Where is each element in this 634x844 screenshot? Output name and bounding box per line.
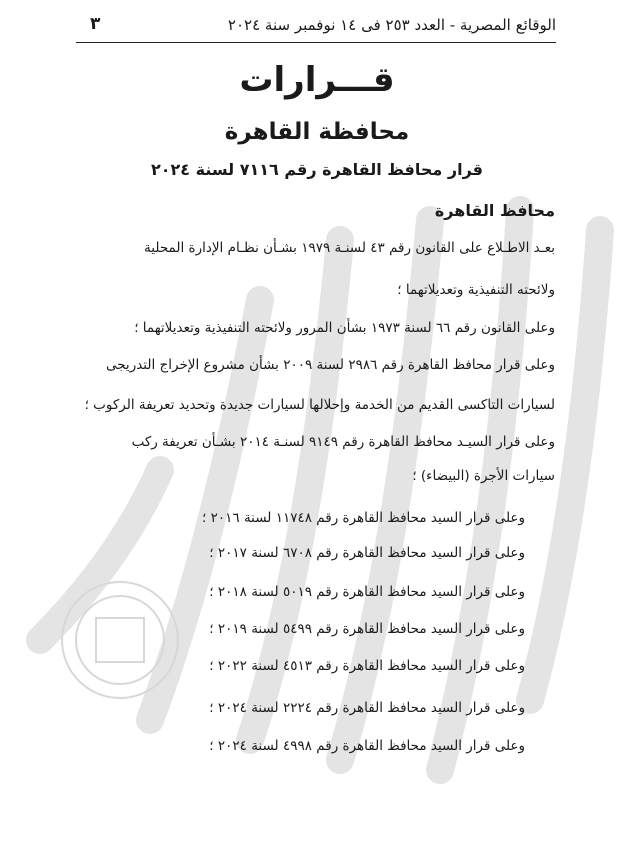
paragraph-line: وعلى قرار محافظ القاهرة رقم ٢٩٨٦ لسنة ٢٠٠٩ بشأن مشروع الإخراج التدريجى bbox=[105, 357, 555, 373]
paragraph-line: وعلى القانون رقم ٦٦ لسنة ١٩٧٣ بشأن المرور ولائحته التنفيذية وتعديلاتهما ؛ bbox=[134, 320, 555, 336]
header-title: الوقائع المصرية - العدد ٢٥٣ فى ١٤ نوفمبر سنة ٢٠٢٤ bbox=[227, 16, 556, 34]
paragraph-line: وعلى قرار السيـد محافظ القاهرة رقم ٩١٤٩ لسنـة ٢٠١٤ بشـأن تعريفة ركب bbox=[131, 434, 555, 450]
page-header bbox=[76, 14, 556, 43]
paragraph-line: بعـد الاطـلاع على القانون رقم ٤٣ لسنـة ١٩٧٩ بشـأن نظـام الإدارة المحلية bbox=[144, 240, 555, 256]
paragraph-line: وعلى قرار السيد محافظ القاهرة رقم ٢٢٢٤ لسنة ٢٠٢٤ ؛ bbox=[209, 700, 525, 716]
paragraph-line: وعلى قرار السيد محافظ القاهرة رقم ٥٠١٩ لسنة ٢٠١٨ ؛ bbox=[209, 584, 525, 600]
decision-title: قرار محافظ القاهرة رقم ٧١١٦ لسنة ٢٠٢٤ bbox=[151, 160, 483, 179]
paragraph-line: وعلى قرار السيد محافظ القاهرة رقم ٥٤٩٩ لسنة ٢٠١٩ ؛ bbox=[209, 621, 525, 637]
paragraph-line: وعلى قرار السيد محافظ القاهرة رقم ١١٧٤٨ لسنة ٢٠١٦ ؛ bbox=[202, 510, 525, 526]
paragraph-line: لسيارات التاكسى القديم من الخدمة وإحلالها لسيارات جديدة وتحديد تعريفة الركوب ؛ bbox=[84, 397, 555, 413]
issuer-heading: محافظ القاهرة bbox=[434, 201, 555, 220]
section-title: قـــرارات bbox=[239, 60, 395, 100]
page-number: ٣ bbox=[90, 14, 101, 34]
governorate-title: محافظة القاهرة bbox=[224, 119, 410, 145]
paragraph-line: سيارات الأجرة (البيضاء) ؛ bbox=[412, 468, 555, 484]
paragraph-line: وعلى قرار السيد محافظ القاهرة رقم ٦٧٠٨ لسنة ٢٠١٧ ؛ bbox=[209, 545, 525, 561]
paragraph-line: وعلى قرار السيد محافظ القاهرة رقم ٤٩٩٨ لسنة ٢٠٢٤ ؛ bbox=[209, 738, 525, 754]
paragraph-line: وعلى قرار السيد محافظ القاهرة رقم ٤٥١٣ لسنة ٢٠٢٢ ؛ bbox=[209, 658, 525, 674]
paragraph-line: ولائحته التنفيذية وتعديلاتهما ؛ bbox=[397, 282, 555, 298]
